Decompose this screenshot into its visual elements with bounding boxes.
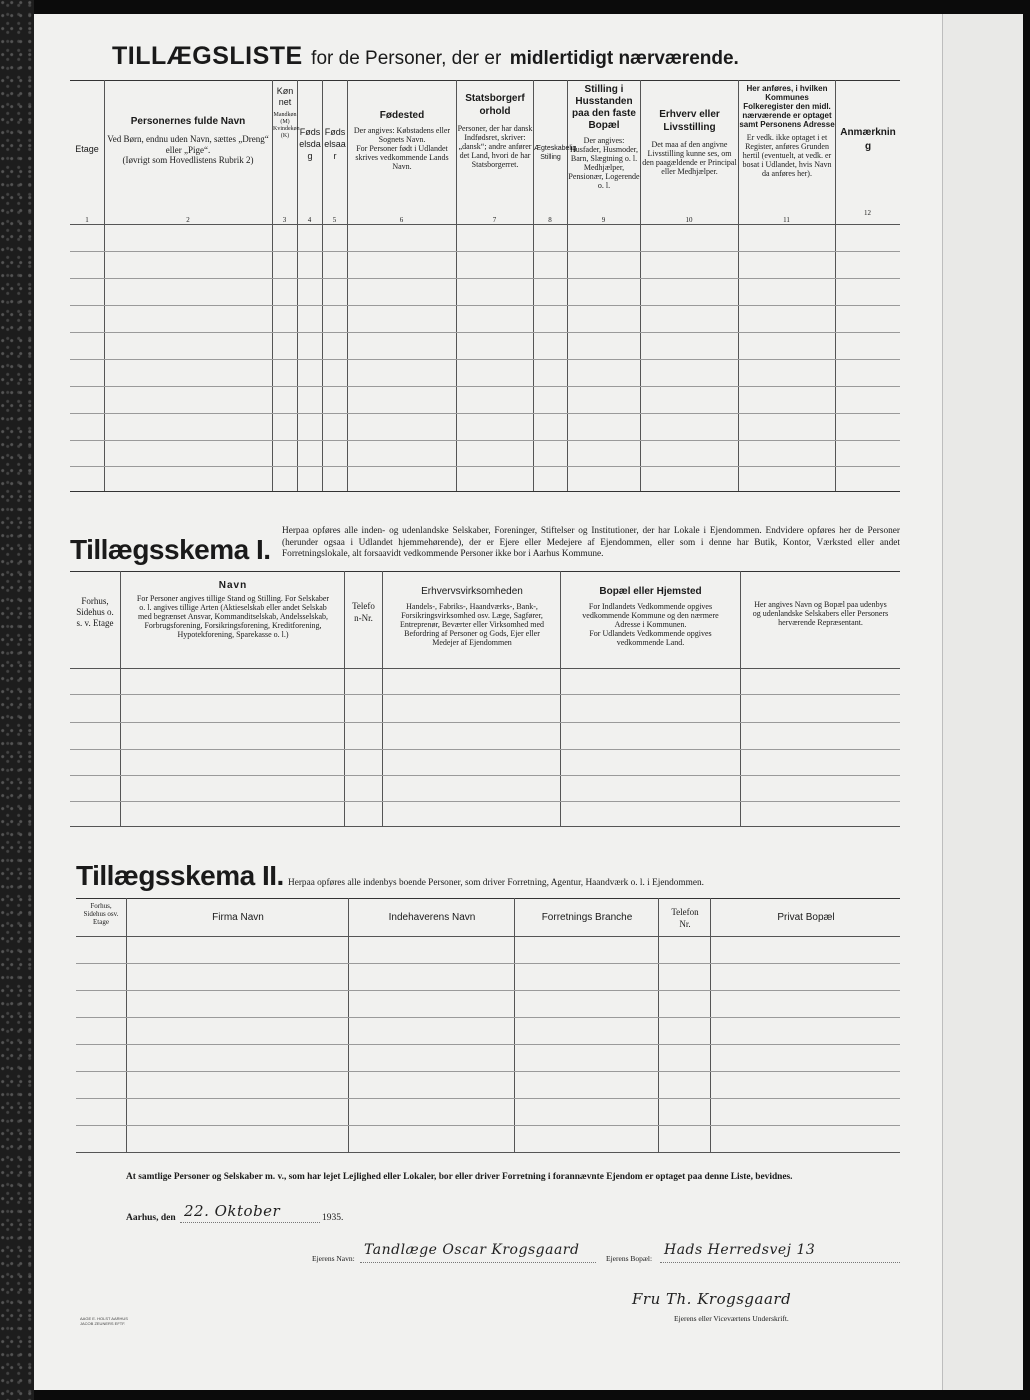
t1-num-1: 1 [85,216,89,224]
t1-col-navn-title: Personernes fulde Navn [130,116,246,127]
t1-num-11: 11 [783,216,790,224]
t1-col-fodselsdag-title: Fødselsdag [299,127,321,161]
t1-num-7: 7 [492,216,497,224]
s1-col-navn-title: Navn [218,580,248,591]
skema2-title: Tillægsskema II. [76,860,284,891]
t1-col-fodselsaar-title: Fødselsaar [324,127,346,161]
t1-num-6: 6 [399,216,404,224]
s1-col-bopael [561,586,740,647]
t1-col-erhverv-title: Erhverv eller Livsstilling [659,109,720,133]
t1-col-kon-desc: Mandkøn (M) Kvindekøn (K) [273,112,300,139]
s2-col-etage: Forhus, Sidehus osv. Etage [83,902,119,926]
owner-address-label: Ejerens Bopæl: [606,1254,653,1263]
t1-col-aegteskab-title: Ægteskabelig Stilling [534,145,577,161]
s1-col-navn [122,580,344,639]
t1-num-3: 3 [282,216,287,224]
t1-num-5: 5 [332,216,337,224]
s1-col-navn-desc: For Personer angives tillige Stand og Stilling. For Selskaber o. l. angives tillige Arten (Aktieselskab eller andet Selskab med begrænset Ansvar, Kommanditselskab, Andelsselskab, Forbrugsforening, Forsikringsforening, Kreditforening, Hypotekforening, Sparekasse o. l.) [136,594,330,639]
s1-col-erhverv [384,586,560,647]
s2-col-indehaver: Indehaverens Navn [388,912,476,923]
t1-col-husstand-title: Stilling i Husstanden paa den faste Bopæl [572,84,636,131]
t1-col-aegteskab [534,144,577,162]
binding-spine [0,0,34,1400]
s1-col-etage [70,596,120,629]
t1-col-husstand [568,84,640,190]
t1-col-statsborger-desc: Personer, der har dansk Indfødsret, skriver: „dansk“; andre anfører det Land, hvori de har Statsborgerret. [457,124,533,169]
s2-col-branche: Forretnings Branche [541,912,633,923]
t1-col-kon-title: Kønnet [276,86,294,107]
t1-col-etage-title: Etage [75,144,99,154]
owner-address-line [660,1262,900,1263]
year-label: 1935. [322,1213,344,1223]
t1-col-anmaerkning [836,126,900,154]
t1-col-husstand-desc: Der angives: Husfader, Husmoder, Barn, Slægtning o. l. Medhjælper, Pensionær, Logerende o. l. [568,136,640,190]
s1-col-repraesentant-desc: Her angives Navn og Bopæl paa udenbys og udenlandske Selskabers eller Personers herværende Repræsentant. [752,600,889,627]
printer-imprint: AAGE E. HOLST AARHUS JACOB ZEUNERS EFTF. [80,1316,128,1326]
s1-col-telefon [345,600,382,624]
s1-col-repraesentant [741,600,900,627]
s2-col-firma: Firma Navn [212,912,264,923]
s1-col-erhverv-desc: Handels-, Fabriks-, Haandværks-, Bank-, Forsikringsvirksomhed osv. Læge, Sagfører, Entreprenør, Beværter eller Virksomhed med Befordring af Personer og Gods, Ejer eller Medejer af Ejendommen [399,602,545,647]
facing-page-edge [942,14,1023,1390]
t1-col-etage [70,144,104,154]
t1-col-statsborger-title: Statsborgerforhold [465,93,525,117]
owner-name-line [360,1262,596,1263]
t1-col-fodested-desc: Der angives: Købstadens eller Sognets Navn. For Personer født i Udlandet skrives vedkommende Lands Navn. [353,126,451,171]
t1-col-navn [106,116,270,166]
t1-col-kon [273,86,300,140]
owner-name-label: Ejerens Navn: [312,1254,355,1263]
t1-num-8: 8 [548,216,552,224]
t1-col-fodselsdag [298,126,322,162]
s1-col-bopael-title: Bopæl eller Hjemsted [599,586,702,597]
place-label: Aarhus, den [126,1213,176,1223]
t1-col-folkeregister-desc: Er vedk. ikke optaget i et Register, anføres Grunden hertil (eventuelt, at vedk. er bosat i Udlandet, hvis Navn da anføres her). [742,133,832,178]
form-title-rest: for de Personer, der er [311,48,502,69]
t1-col-navn-desc: Ved Børn, endnu uden Navn, sættes „Dreng“ eller „Pige“. (Iøvrigt som Hovedlistens Rubrik 2) [107,134,269,165]
skema1-intro: Herpaa opføres alle inden- og udenlandske Selskaber, Foreninger, Stiftelser og Institutioner, der har Lokale i Ejendommen. Endvidere opføres her de Personer (herunder ogsaa i Udlandet hjemmehørende), der er Ejere eller Medejere af Ejendommen, eller som i denne har Butik, Kontor, Værksted eller andet Forretningslokale, alt forsaavidt vedkommende Personer ikke bor i Aarhus Kommune. [282,526,900,559]
s2-col-bopael: Privat Bopæl [777,912,835,923]
owner-address-handwritten: Hads Herredsvej 13 [664,1242,816,1258]
t1-num-9: 9 [601,216,606,224]
t1-col-statsborger [457,92,533,169]
t1-num-12: 12 [864,209,871,217]
date-handwritten: 22. Oktober [184,1202,281,1220]
s1-col-erhverv-title: Erhvervsvirksomheden [421,586,523,597]
t1-col-erhverv [641,108,738,176]
date-line [180,1222,320,1223]
signature-label: Ejerens eller Viceværtens Underskrift. [674,1314,789,1323]
form-title-bold: midlertidigt nærværende. [509,48,739,69]
t1-col-folkeregister [739,84,835,178]
t1-col-fodested [349,110,455,171]
form-page [34,14,942,1390]
t1-num-4: 4 [307,216,312,224]
declaration-text: At samtlige Personer og Selskaber m. v., som har lejet Lejlighed eller Lokaler, bor eller driver Forretning i forannævnte Ejendom er optaget paa denne Liste, bevidnes. [126,1172,793,1182]
signature-handwritten: Fru Th. Krogsgaard [632,1290,792,1308]
s1-col-bopael-desc: For Indlandets Vedkommende opgives vedkommende Kommune og den nærmere Adresse i Kommunen. For Udlandets Vedkommende opgives vedkommende Land. [582,602,719,647]
t1-col-folkeregister-title: Her anføres, i hvilken Kommunes Folkeregister den midl. nærværende er optaget samt Personens Adresse [739,84,835,129]
s1-col-telefon-title: Telefon-Nr. [352,601,375,623]
t1-num-2: 2 [186,216,190,224]
t1-col-fodselsaar [323,126,347,162]
skema1-title: Tillægsskema I. [70,534,271,565]
t1-num-10: 10 [685,216,693,224]
owner-name-handwritten: Tandlæge Oscar Krogsgaard [364,1242,580,1258]
s1-col-etage-title: Forhus, Sidehus o. s. v. Etage [76,596,114,628]
skema2-intro: Herpaa opføres alle indenbys boende Personer, som driver Forretning, Agentur, Haandværk o. l. i Ejendommen. [288,878,704,888]
s2-col-telefon: Telefon Nr. [671,907,699,929]
t1-col-erhverv-desc: Det maa af den angivne Livsstilling kunne ses, om den paagældende er Principal eller Medhjælper. [642,140,737,176]
t1-col-anmaerkning-title: Anmærkning [840,127,896,152]
t1-col-fodested-title: Fødested [379,110,425,121]
form-title [112,42,912,71]
form-title-main: TILLÆGSLISTE [112,42,303,70]
